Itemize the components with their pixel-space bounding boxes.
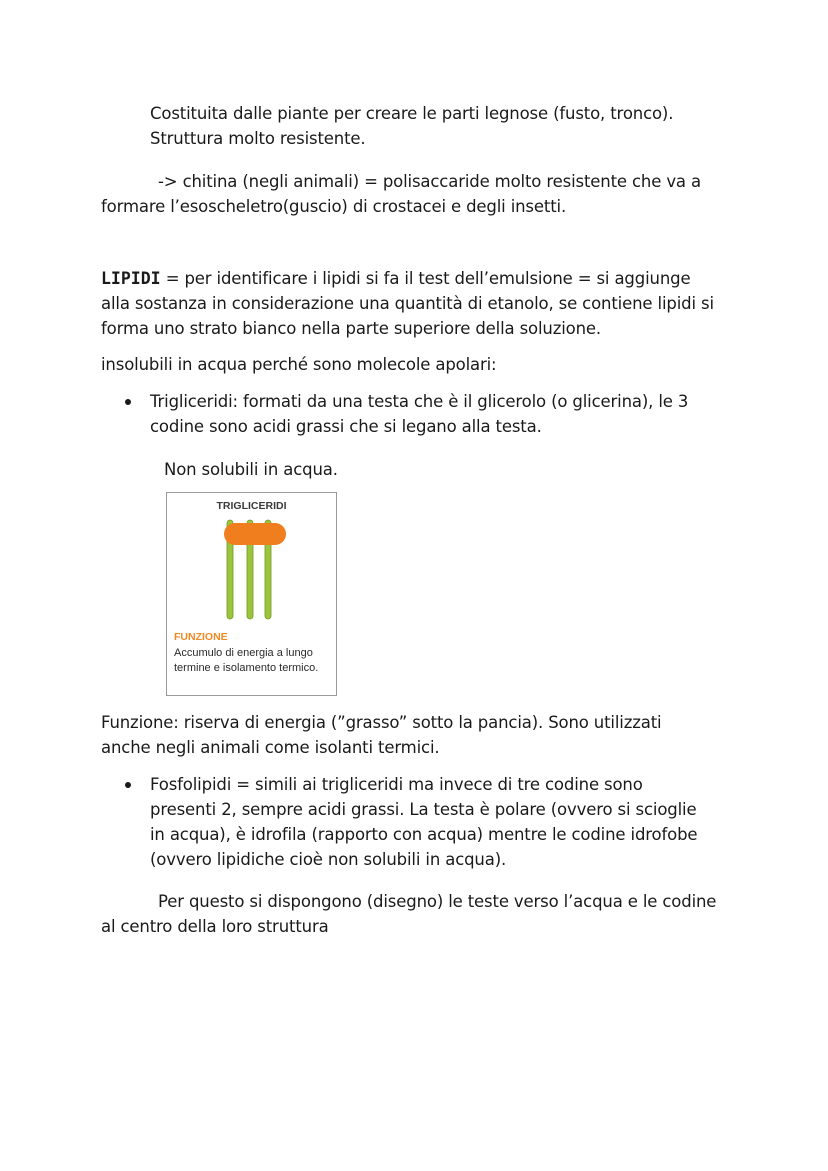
fosfolipidi-text-line-3: in acqua), è idrofila (rapporto con acqua) mentre le codine idrofobe	[150, 825, 698, 844]
fosfolipidi-text-line-1: Fosfolipidi = simili ai trigliceridi ma invece di tre codine sono	[150, 775, 643, 794]
cellulose-text-line-2: Struttura molto resistente.	[150, 129, 366, 148]
figure-function-text: Accumulo di energia a lungo termine e isolamento termico.	[174, 647, 319, 674]
bullet-trigliceridi	[125, 399, 131, 405]
lipidi-line-1-rest: = per identificare i lipidi si fa il test dell’emulsione = si aggiunge	[160, 269, 691, 288]
figure-title: TRIGLICERIDI	[216, 500, 287, 512]
figure-function-heading: FUNZIONE	[174, 631, 228, 643]
trigliceridi-text-line-1: Trigliceridi: formati da una testa che è il glicerolo (o glicerina), le 3	[150, 392, 689, 411]
chitin-text-line-2: formare l’esoscheletro(guscio) di crostacei e degli insetti.	[101, 197, 567, 216]
lipidi-text-line-1	[101, 267, 690, 291]
lipidi-heading: LIPIDI	[101, 269, 161, 288]
non-solubili-text: Non solubili in acqua.	[164, 460, 338, 479]
insolubili-text: insolubili in acqua perché sono molecole apolari:	[101, 355, 497, 374]
glycerol-head	[224, 523, 286, 545]
bullet-fosfolipidi	[125, 782, 131, 788]
trigliceridi-figure	[166, 492, 337, 696]
triglyceride-diagram	[167, 493, 338, 633]
fosfolipidi-text-line-4: (ovvero lipidiche cioè non solubili in acqua).	[150, 850, 507, 869]
disposizione-text-line-2: al centro della loro struttura	[101, 917, 329, 936]
chitin-text-line-1: -> chitina (negli animali) = polisaccaride molto resistente che va a	[158, 172, 701, 191]
disposizione-text-line-1: Per questo si dispongono (disegno) le teste verso l’acqua e le codine	[158, 892, 717, 911]
lipidi-text-line-3: forma uno strato bianco nella parte superiore della soluzione.	[101, 319, 601, 338]
cellulose-text-line-1: Costituita dalle piante per creare le parti legnose (fusto, tronco).	[150, 104, 674, 123]
funzione-text-line-2: anche negli animali come isolanti termici.	[101, 738, 440, 757]
trigliceridi-text-line-2: codine sono acidi grassi che si legano alla testa.	[150, 417, 542, 436]
fosfolipidi-text-line-2: presenti 2, sempre acidi grassi. La testa è polare (ovvero si scioglie	[150, 800, 697, 819]
lipidi-text-line-2: alla sostanza in considerazione una quantità di etanolo, se contiene lipidi si	[101, 294, 714, 313]
funzione-text-line-1: Funzione: riserva di energia (”grasso” sotto la pancia). Sono utilizzati	[101, 713, 662, 732]
